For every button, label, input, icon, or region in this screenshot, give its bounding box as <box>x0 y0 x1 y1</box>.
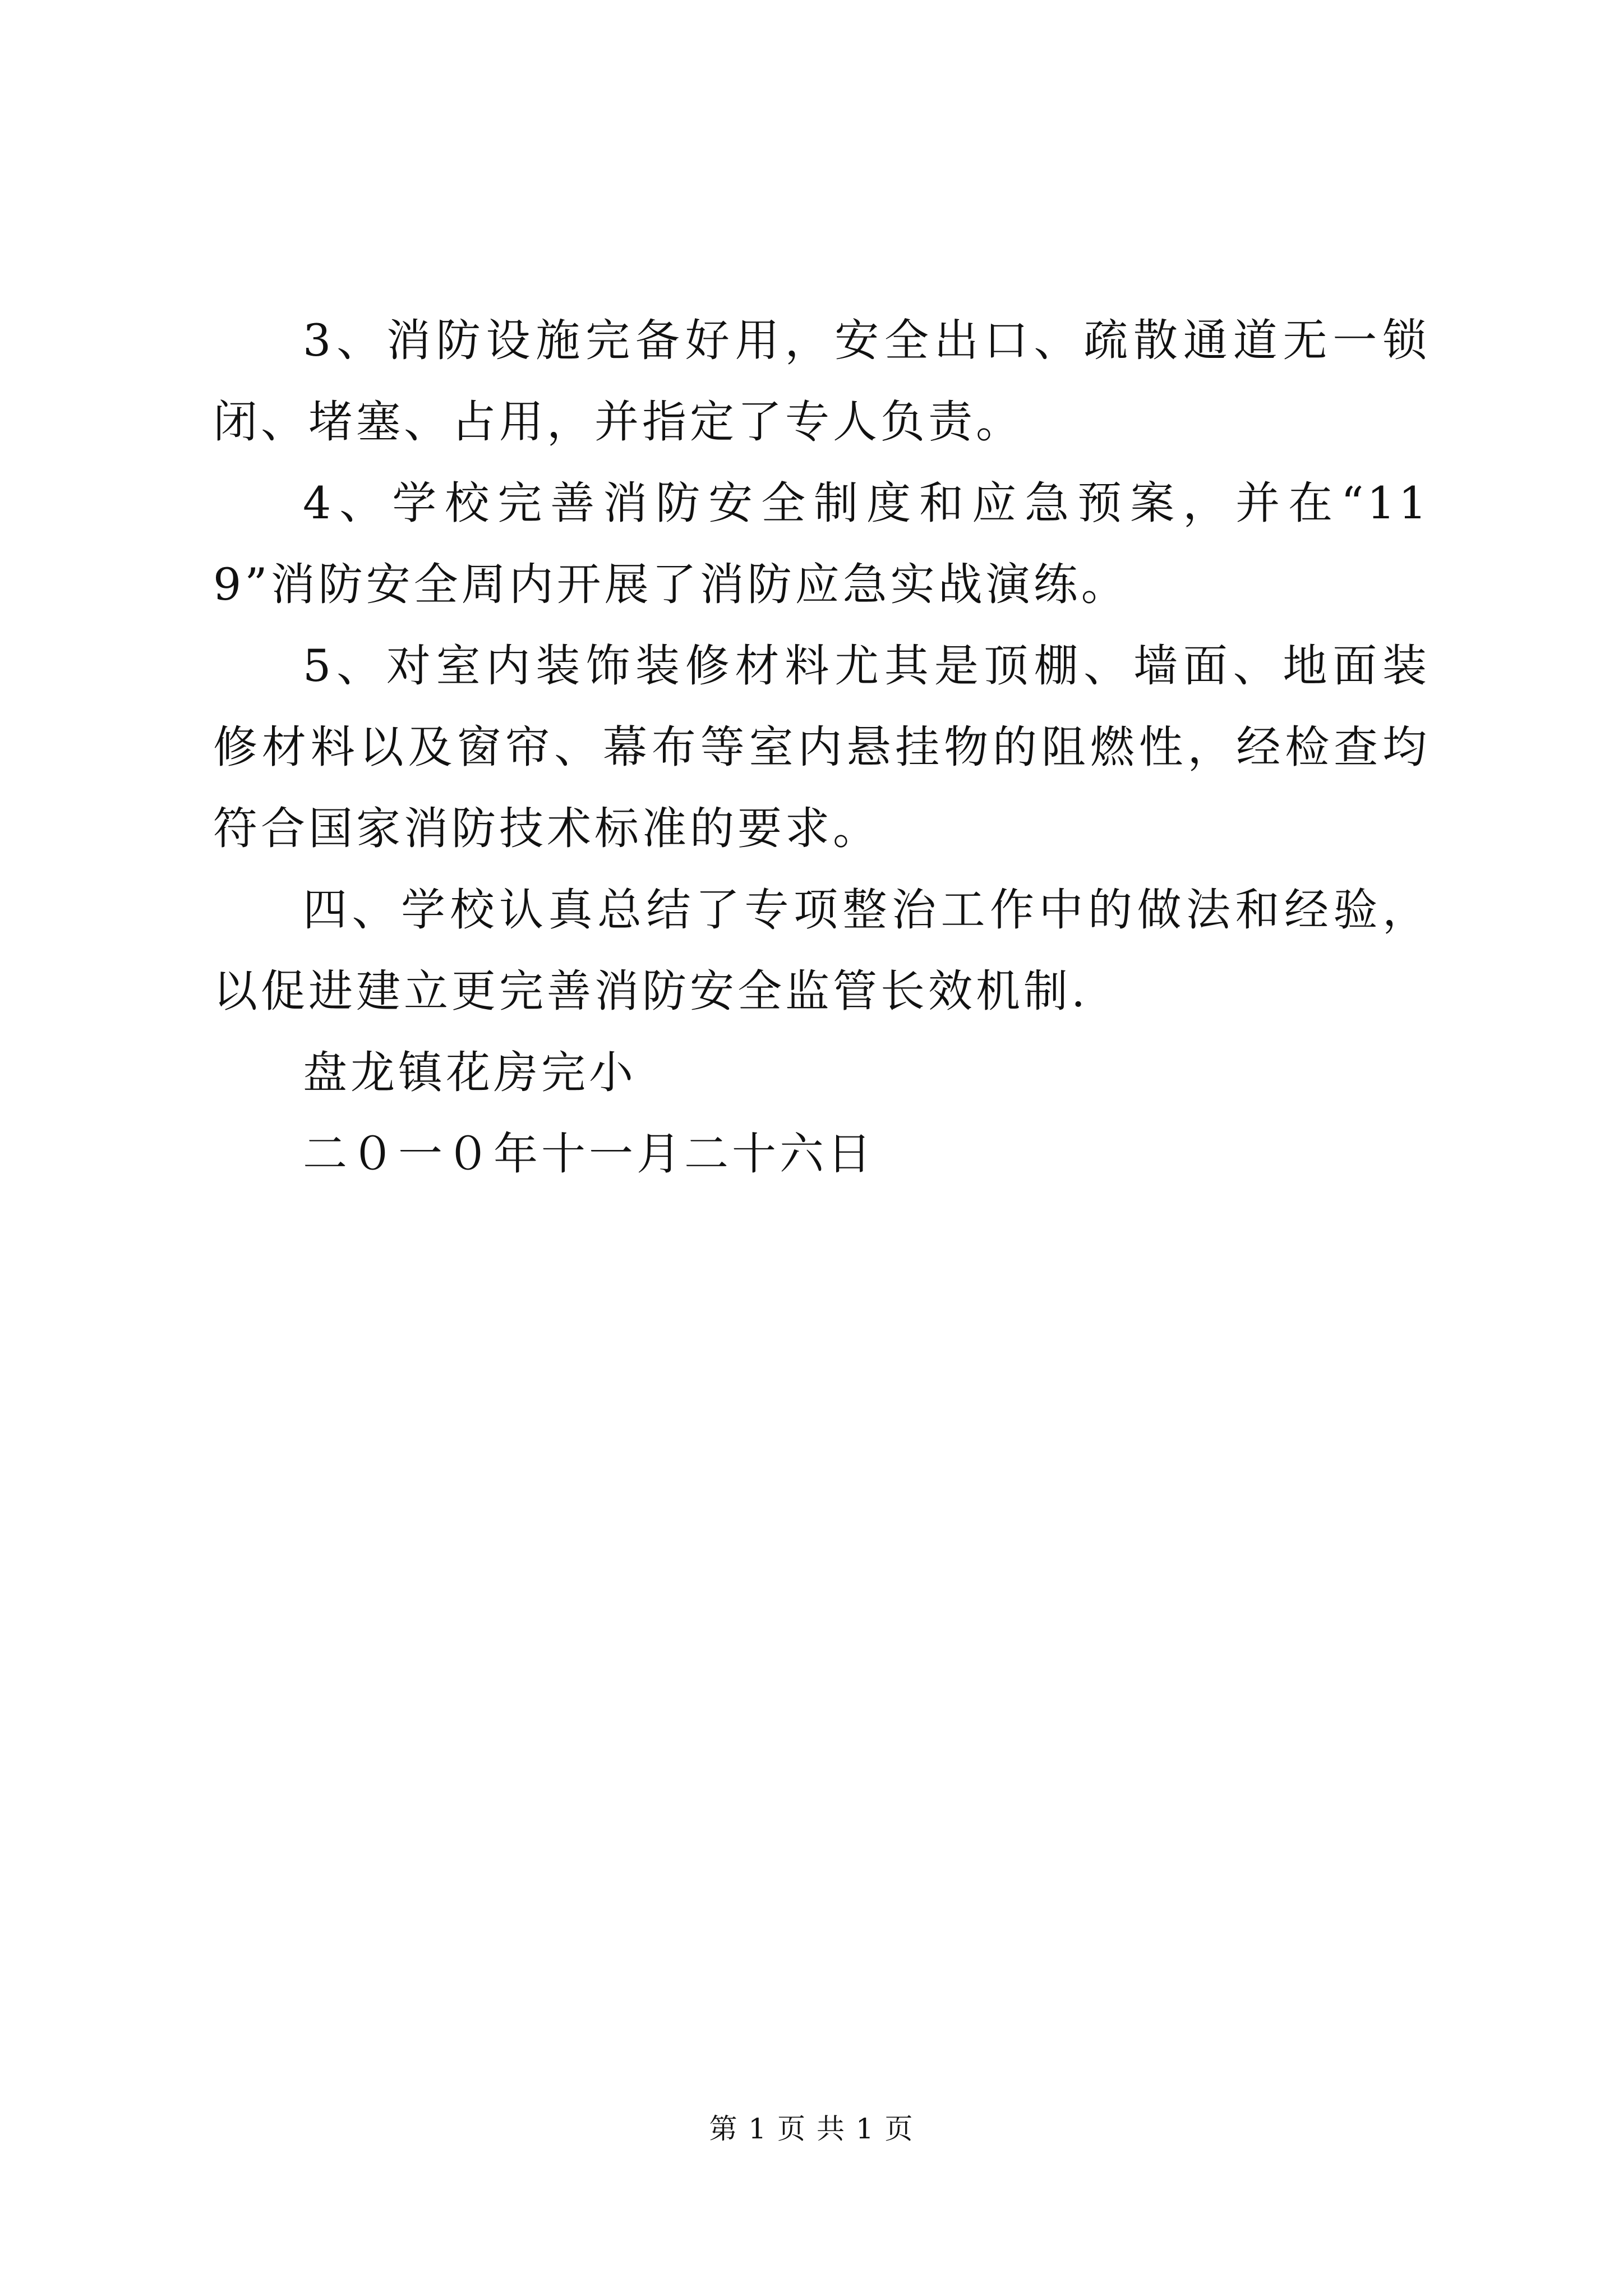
paragraph-item-4: 4、学校完善消防安全制度和应急预案，并在“119”消防安全周内开展了消防应急实战演练。 <box>213 477 1430 610</box>
paragraph-section-four: 四、学校认真总结了专项整治工作中的做法和经验，以促进建立更完善消防安全监管长效机制. <box>213 884 1430 1017</box>
page-footer: 第 1 页 共 1 页 <box>709 2113 914 2145</box>
paragraph-item-5: 5、对室内装饰装修材料尤其是顶棚、墙面、地面装修材料以及窗帘、幕布等室内悬挂物的阻燃性，经检查均符合国家消防技术标准的要求。 <box>213 640 1430 854</box>
signature-organization: 盘龙镇花房完小 <box>303 1047 637 1098</box>
document-body <box>213 300 1430 1195</box>
paragraph-item-3: 3、消防设施完备好用，安全出口、疏散通道无一锁闭、堵塞、占用，并指定了专人负责。 <box>213 315 1430 448</box>
signature-date: 二０一０年十一月二十六日 <box>303 1128 875 1180</box>
